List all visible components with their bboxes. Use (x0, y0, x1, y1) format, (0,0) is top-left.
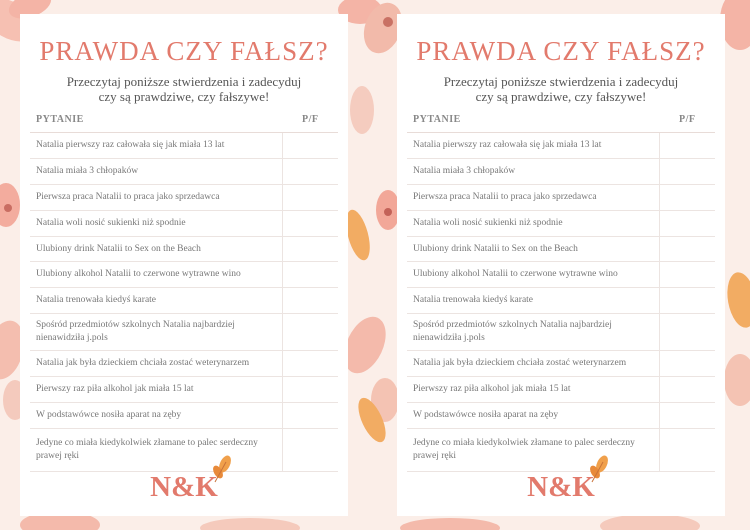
table-row (30, 428, 338, 471)
answer-cell[interactable] (283, 133, 339, 159)
question-text: Natalia woli nosić sukienki niż spodnie (407, 210, 660, 236)
table-row (30, 351, 338, 377)
answer-cell[interactable] (660, 288, 716, 314)
column-header-pf: P/F (283, 106, 339, 133)
answer-cell[interactable] (660, 351, 716, 377)
table-row (407, 403, 715, 429)
question-text: Pierwszy raz piła alkohol jak miała 15 lat (407, 377, 660, 403)
table-row (407, 133, 715, 159)
question-text: Natalia woli nosić sukienki niż spodnie (30, 210, 283, 236)
question-text: Ulubiony drink Natalii to Sex on the Beach (30, 236, 283, 262)
answer-cell[interactable] (283, 210, 339, 236)
table-row (407, 158, 715, 184)
answer-cell[interactable] (283, 403, 339, 429)
subtitle-line-1: Przeczytaj poniższe stwierdzenia i zadecyduj (66, 74, 302, 89)
answer-cell[interactable] (660, 377, 716, 403)
question-text: Natalia jak była dzieckiem chciała zostać weterynarzem (407, 351, 660, 377)
question-text: Spośród przedmiotów szkolnych Natalia najbardziej nienawidziła j.pols (30, 314, 283, 351)
question-text: Natalia jak była dzieckiem chciała zostać weterynarzem (30, 351, 283, 377)
table-row (407, 262, 715, 288)
answer-cell[interactable] (660, 314, 716, 351)
question-text: Natalia miała 3 chłopaków (407, 158, 660, 184)
card-subtitle (20, 74, 348, 104)
subtitle-line-1: Przeczytaj poniższe stwierdzenia i zadecyduj (443, 74, 679, 89)
question-text: Ulubiony alkohol Natalii to czerwone wytrawne wino (407, 262, 660, 288)
question-text: Jedyne co miała kiedykolwiek złamane to palec serdeczny prawej ręki (30, 428, 283, 471)
card-title: PRAWDA CZY FAŁSZ? (416, 36, 706, 66)
question-text: Pierwszy raz piła alkohol jak miała 15 lat (30, 377, 283, 403)
answer-cell[interactable] (660, 236, 716, 262)
table-row (30, 377, 338, 403)
answer-cell[interactable] (660, 184, 716, 210)
couple-logo: N&K (527, 471, 595, 503)
table-row (30, 262, 338, 288)
card-right (397, 14, 725, 516)
answer-cell[interactable] (660, 210, 716, 236)
question-text: W podstawówce nosiła aparat na zęby (30, 403, 283, 429)
question-text: W podstawówce nosiła aparat na zęby (407, 403, 660, 429)
card-subtitle (397, 74, 725, 104)
answer-cell[interactable] (283, 288, 339, 314)
answer-cell[interactable] (283, 236, 339, 262)
questions-table (30, 106, 338, 472)
answer-cell[interactable] (283, 428, 339, 471)
table-row (407, 314, 715, 351)
answer-cell[interactable] (283, 314, 339, 351)
question-text: Natalia miała 3 chłopaków (30, 158, 283, 184)
questions-table (407, 106, 715, 472)
table-row (407, 377, 715, 403)
table-row (30, 288, 338, 314)
table-row (30, 403, 338, 429)
answer-cell[interactable] (283, 377, 339, 403)
question-text: Natalia trenowała kiedyś karate (30, 288, 283, 314)
question-text: Natalia pierwszy raz całowała się jak miała 13 lat (30, 133, 283, 159)
question-text: Spośród przedmiotów szkolnych Natalia najbardziej nienawidziła j.pols (407, 314, 660, 351)
table-row (407, 236, 715, 262)
subtitle-line-2: czy są prawdziwe, czy fałszywe! (475, 89, 647, 104)
question-text: Pierwsza praca Natalii to praca jako sprzedawca (30, 184, 283, 210)
table-row (30, 133, 338, 159)
answer-cell[interactable] (283, 158, 339, 184)
answer-cell[interactable] (660, 403, 716, 429)
answer-cell[interactable] (660, 158, 716, 184)
answer-cell[interactable] (283, 262, 339, 288)
answer-cell[interactable] (283, 184, 339, 210)
table-row (407, 351, 715, 377)
table-row (30, 314, 338, 351)
question-text: Ulubiony drink Natalii to Sex on the Beach (407, 236, 660, 262)
table-row (30, 210, 338, 236)
question-text: Ulubiony alkohol Natalii to czerwone wytrawne wino (30, 262, 283, 288)
card-title: PRAWDA CZY FAŁSZ? (39, 36, 329, 66)
table-row (407, 210, 715, 236)
couple-logo: N&K (150, 471, 218, 503)
table-row (407, 184, 715, 210)
column-header-question: PYTANIE (30, 106, 283, 133)
column-header-pf: P/F (660, 106, 716, 133)
table-row (407, 428, 715, 471)
column-header-question: PYTANIE (407, 106, 660, 133)
answer-cell[interactable] (660, 133, 716, 159)
card-left (20, 14, 348, 516)
table-row (30, 184, 338, 210)
question-text: Natalia trenowała kiedyś karate (407, 288, 660, 314)
question-text: Pierwsza praca Natalii to praca jako sprzedawca (407, 184, 660, 210)
table-row (30, 158, 338, 184)
answer-cell[interactable] (660, 428, 716, 471)
subtitle-line-2: czy są prawdziwe, czy fałszywe! (98, 89, 270, 104)
question-text: Jedyne co miała kiedykolwiek złamane to palec serdeczny prawej ręki (407, 428, 660, 471)
table-row (407, 288, 715, 314)
answer-cell[interactable] (283, 351, 339, 377)
question-text: Natalia pierwszy raz całowała się jak miała 13 lat (407, 133, 660, 159)
answer-cell[interactable] (660, 262, 716, 288)
table-row (30, 236, 338, 262)
